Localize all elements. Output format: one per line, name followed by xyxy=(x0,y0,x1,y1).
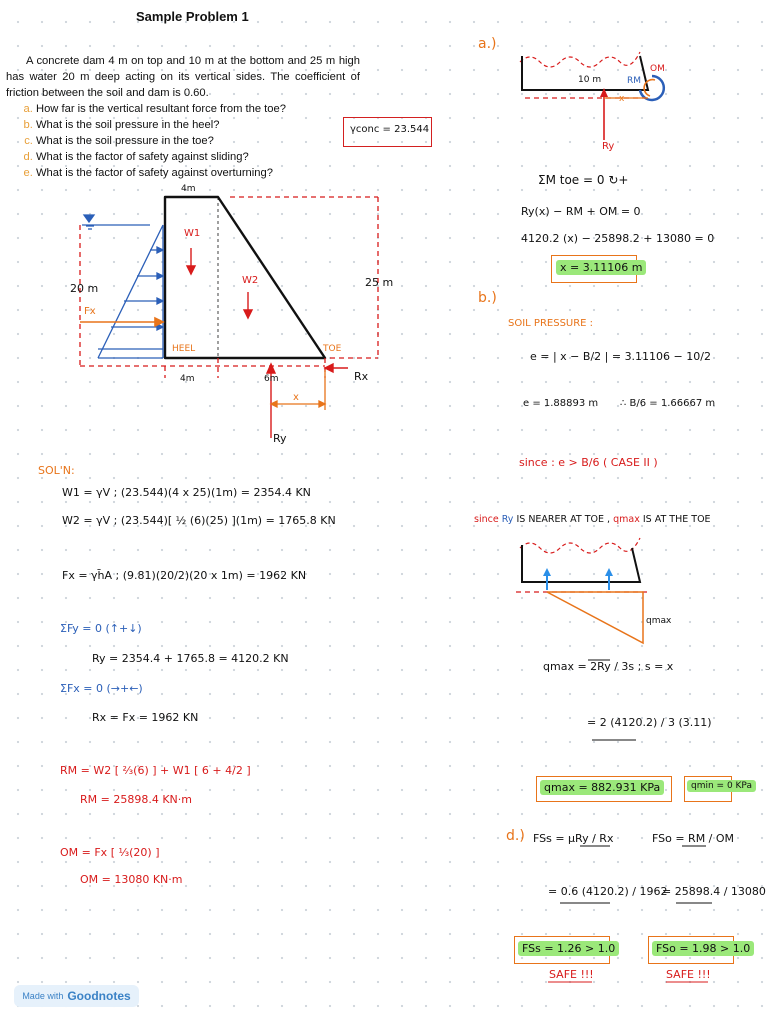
fx-equation: Fx = γh̄A ; (9.81)(20/2)(20 x 1m) = 1962 KN xyxy=(62,569,307,582)
question-a: a. How far is the vertical resultant force from the toe? xyxy=(36,101,360,117)
since-ry: Ry xyxy=(501,514,514,525)
reaction-arrows xyxy=(267,364,348,438)
moment-eq1: Ry(x) − RM + OM = 0 xyxy=(521,205,641,218)
since-word: since xyxy=(474,514,499,525)
om-value: OM = 13080 KN·m xyxy=(80,873,183,886)
fx-label: Fx xyxy=(84,306,96,317)
part-b-label: b.) xyxy=(478,290,497,306)
gamma-concrete-value: γconc = 23.544 xyxy=(350,124,430,135)
rm-value: RM = 25898.4 KN·m xyxy=(80,793,192,806)
om-equation: OM = Fx [ ⅓(20) ] xyxy=(60,846,160,859)
w1-label: W1 xyxy=(184,228,201,239)
fss-answer-box xyxy=(514,936,616,964)
question-e: e. What is the factor of safety against overturning? xyxy=(36,165,360,181)
fso-substitution: = 25898.4 / 13080 xyxy=(662,885,766,898)
x-answer: x = 3.11106 m xyxy=(556,260,646,275)
w1-equation: W1 = γV ; (23.544)(4 x 25)(1m) = 2354.4 KN xyxy=(62,486,311,499)
b-over-6: ∴ B/6 = 1.66667 m xyxy=(620,398,716,409)
e-equation: e = | x − B/2 | = 3.11106 − 10/2 xyxy=(530,350,711,363)
qmax-diagram-label: qmax xyxy=(646,616,672,626)
e-value: e = 1.88893 m xyxy=(523,398,599,409)
ry-equation: Ry = 2354.4 + 1765.8 = 4120.2 KN xyxy=(92,652,289,665)
moment-eq2: 4120.2 (x) − 25898.2 + 13080 = 0 xyxy=(521,232,715,245)
qmin-answer: qmin = 0 KPa xyxy=(687,780,756,792)
goodnotes-badge[interactable] xyxy=(14,985,139,1007)
solution-heading: SOL'N: xyxy=(38,464,75,477)
soil-pressure-heading: SOIL PRESSURE : xyxy=(508,318,594,329)
fx-arrow xyxy=(80,318,163,326)
goodnotes-brand: Goodnotes xyxy=(67,989,131,1003)
top-width-label: 4m xyxy=(181,184,196,194)
question-d: d. What is the factor of safety against sliding? xyxy=(36,149,360,165)
water-surface-icon xyxy=(84,215,94,222)
since-qmax: qmax xyxy=(613,514,640,525)
part-d-label: d.) xyxy=(506,828,525,844)
rm-equation: RM = W2 [ ⅔(6) ] + W1 [ 6 + 4/2 ] xyxy=(60,764,251,777)
fss-equation: FSs = μRy / Rx xyxy=(533,832,614,845)
height-label: 25 m xyxy=(365,276,394,289)
water-depth-label: 20 m xyxy=(70,282,99,295)
part-a-ry: Ry xyxy=(602,141,615,152)
x-answer-box xyxy=(551,255,643,283)
part-a-diagram xyxy=(520,52,664,140)
qmax-equation: qmax = 2Ry / 3s ; s = x xyxy=(543,660,674,673)
moment-equation: ΣM toe = 0 ↻+ xyxy=(538,173,629,187)
part-a-rm: RM xyxy=(627,76,642,86)
question-c: c. What is the soil pressure in the toe? xyxy=(36,133,360,149)
since-nearer-text: IS NEARER AT TOE , xyxy=(516,514,611,525)
made-with-text: Made with xyxy=(22,991,64,1001)
part-a-om: OM xyxy=(650,64,665,74)
sum-fx-label: ΣFx = 0 (→+←) xyxy=(60,682,143,695)
ry-label: Ry xyxy=(273,432,287,445)
question-b: b. What is the soil pressure in the heel? xyxy=(36,117,360,133)
fso-equation: FSo = RM / OM xyxy=(652,832,735,845)
problem-text: A concrete dam 4 m on top and 10 m at the bottom and 25 m high has water 20 m deep acting on its vertical sides. The coefficient of friction between the soil and dam is 0.60. xyxy=(6,55,360,99)
x-dimension xyxy=(271,370,325,410)
part-a-label: a.) xyxy=(478,36,497,52)
part-a-dim: 10 m xyxy=(578,75,602,85)
qmin-answer-box xyxy=(684,776,752,802)
base-right-label: 6m xyxy=(264,374,279,384)
toe-label: TOE xyxy=(323,344,342,354)
since-nearer xyxy=(474,514,711,525)
part-a-x: x xyxy=(619,94,625,104)
qmax-answer: qmax = 882.931 KPa xyxy=(540,780,664,795)
w2-label: W2 xyxy=(242,275,259,286)
sum-fy-label: ΣFy = 0 (↑+↓) xyxy=(60,622,142,635)
qmax-answer-box xyxy=(536,776,672,802)
w2-equation: W2 = γV ; (23.544)[ ½ (6)(25) ](1m) = 1765.8 KN xyxy=(62,514,336,527)
fso-answer-box xyxy=(648,936,751,964)
fso-safe: SAFE !!! xyxy=(666,968,711,981)
qmax-substitution: = 2 (4120.2) / 3 (3.11) xyxy=(587,716,712,729)
fss-substitution: = 0.6 (4120.2) / 1962 xyxy=(548,885,668,898)
fss-safe: SAFE !!! xyxy=(549,968,594,981)
part-b-diagram xyxy=(516,538,648,643)
rx-label: Rx xyxy=(354,370,369,383)
x-label: x xyxy=(293,392,299,403)
since-case: since : e > B/6 ( CASE II ) xyxy=(519,456,658,469)
page-title: Sample Problem 1 xyxy=(136,9,249,24)
fso-answer: FSo = 1.98 > 1.0 xyxy=(652,941,754,956)
since-at-toe: IS AT THE TOE xyxy=(642,514,711,525)
fss-answer: FSs = 1.26 > 1.0 xyxy=(518,941,619,956)
rx-equation: Rx = Fx = 1962 KN xyxy=(92,711,199,724)
heel-label: HEEL xyxy=(172,344,196,354)
base-left-label: 4m xyxy=(180,374,195,384)
